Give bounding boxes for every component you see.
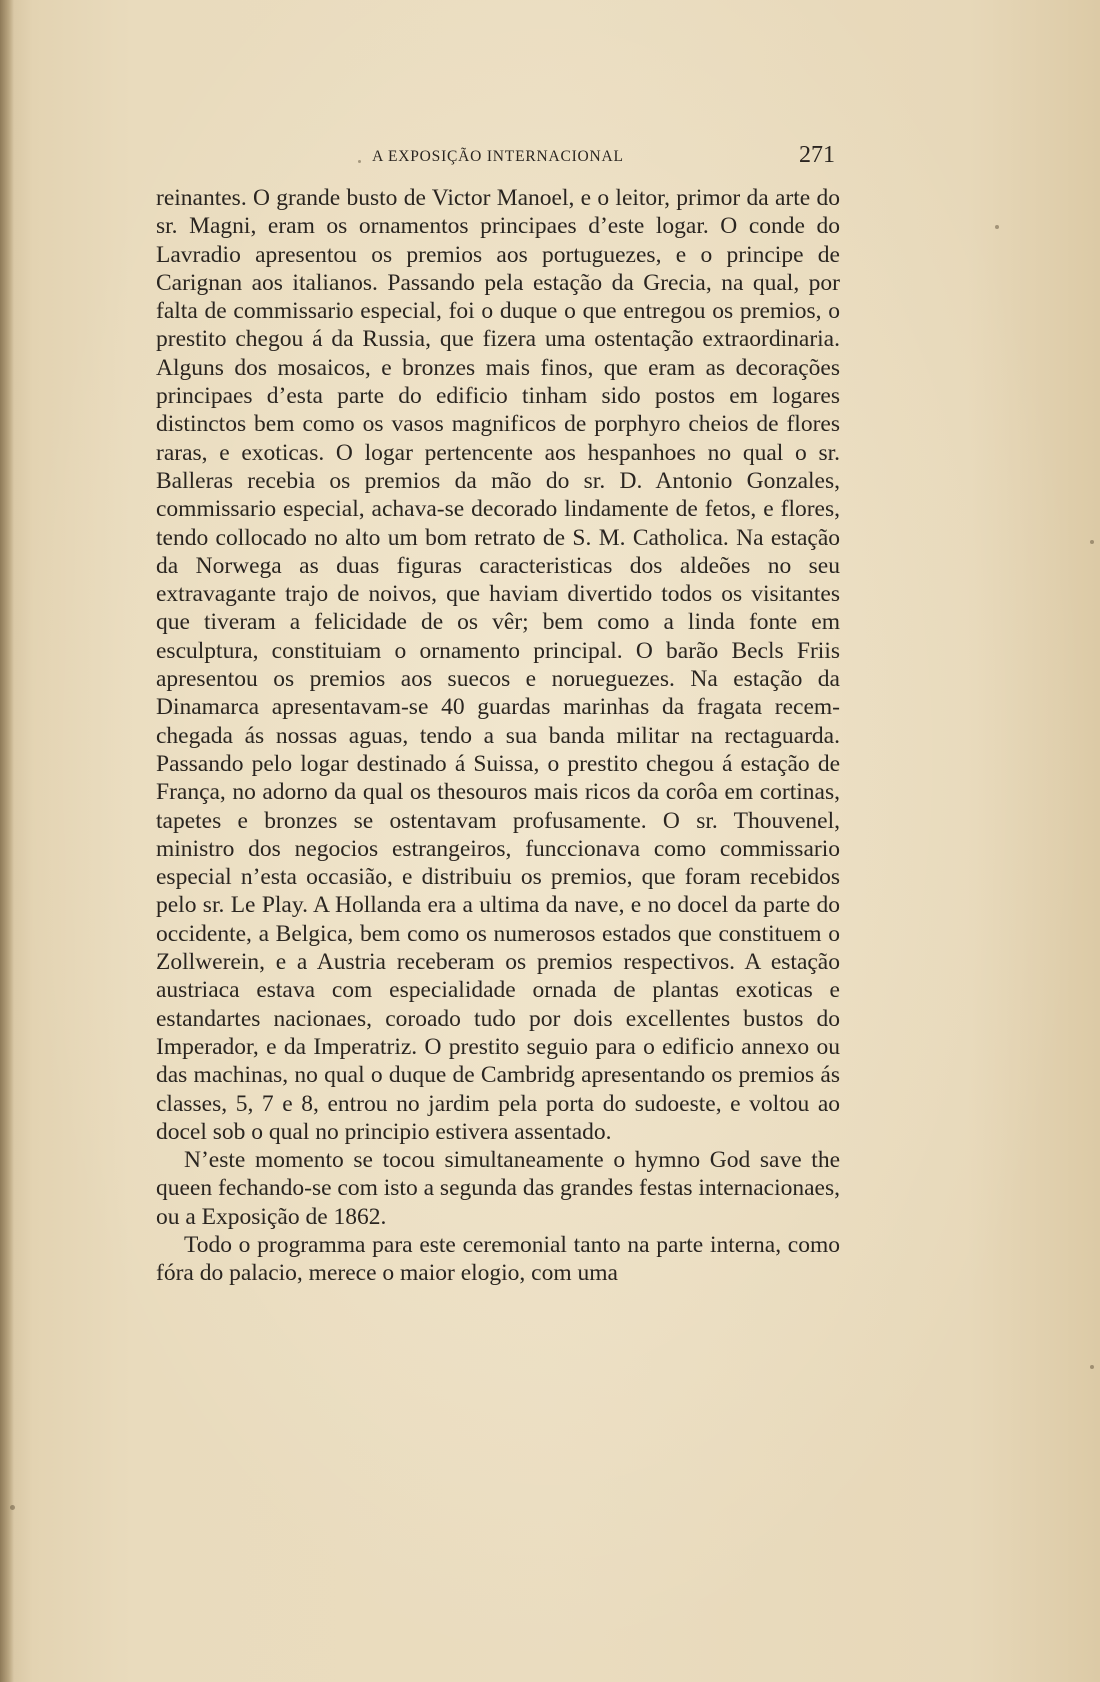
page-number: 271	[799, 142, 835, 168]
running-title: A EXPOSIÇÃO INTERNACIONAL	[372, 148, 624, 165]
paper-speck	[995, 225, 999, 229]
paragraph-2: N’este momento se tocou simultaneamente o hymno God save the queen fechando-se com isto a segunda das grandes festas internacionaes, ou a Exposição de 1862.	[156, 1147, 840, 1230]
paper-speck	[10, 1505, 15, 1510]
paper-speck	[1090, 1365, 1094, 1369]
running-head	[155, 142, 841, 176]
paragraph-1: reinantes. O grande busto de Victor Manoel, e o leitor, primor da arte do sr. Magni, eram os ornamentos principaes d’este logar. O conde do Lavradio apresentou os premios aos portuguezes, e o principe de Carignan aos italianos. Passando pela estação da Grecia, na qual, por falta de commissario especial, foi o duque o que entregou os premios, o prestito chegou á da Russia, que fizera uma ostentação extraordinaria. Alguns dos mosaicos, e bronzes mais finos, que eram as decorações principaes d’esta parte do edificio tinham sido postos em logares distinctos bem como os vasos magnificos de porphyro cheios de flores raras, e exoticas. O logar pertencente aos hespanhoes no qual o sr. Balleras recebia os premios da mão do sr. D. Antonio Gonzales, commissario especial, achava-se decorado lindamente de fetos, e flores, tendo collocado no alto um bom retrato de S. M. Catholica. Na estação da Norwega as duas figuras caracteristicas dos aldeões no seu extravagante trajo de noivos, que haviam divertido todos os visitantes que tiveram a felicidade de os vêr; bem como a linda fonte em esculptura, constituiam o ornamento principal. O barão Becls Friis apresentou os premios aos suecos e norueguezes. Na estação da Dinamarca apresentavam-se 40 guardas marinhas da fragata recem-chegada ás nossas aguas, tendo a sua banda militar na rectaguarda. Passando pelo logar destinado á Suissa, o prestito chegou á estação de França, no adorno da qual os thesouros mais ricos da corôa em cortinas, tapetes e bronzes se ostentavam profusamente. O sr. Thouvenel, ministro dos negocios estrangeiros, funccionava como commissario especial n’esta occasião, e distribuiu os premios, que foram recebidos pelo sr. Le Play. A Hollanda era a ultima da nave, e no docel da parte do occidente, a Belgica, bem como os numerosos estados que constituem o Zollwerein, e a Austria receberam os premios respectivos. A estação austriaca estava com especialidade ornada de plantas exoticas e estandartes nacionaes, coroado tudo por dois excellentes bustos do Imperador, e da Imperatriz. O prestito seguio para o edificio annexo ou das machinas, no qual o duque de Cambridg apresentando os premios ás classes, 5, 7 e 8, entrou no jardim pela porta do sudoeste, e voltou ao docel sob o qual no principio estivera assentado.	[156, 185, 840, 1145]
body-text	[156, 184, 840, 1288]
paragraph-3: Todo o programma para este ceremonial tanto na parte interna, como fóra do palacio, merece o maior elogio, com uma	[156, 1231, 840, 1287]
paper-speck	[358, 160, 361, 163]
page-spine-shadow	[0, 0, 14, 1682]
paper-speck	[1090, 540, 1094, 544]
